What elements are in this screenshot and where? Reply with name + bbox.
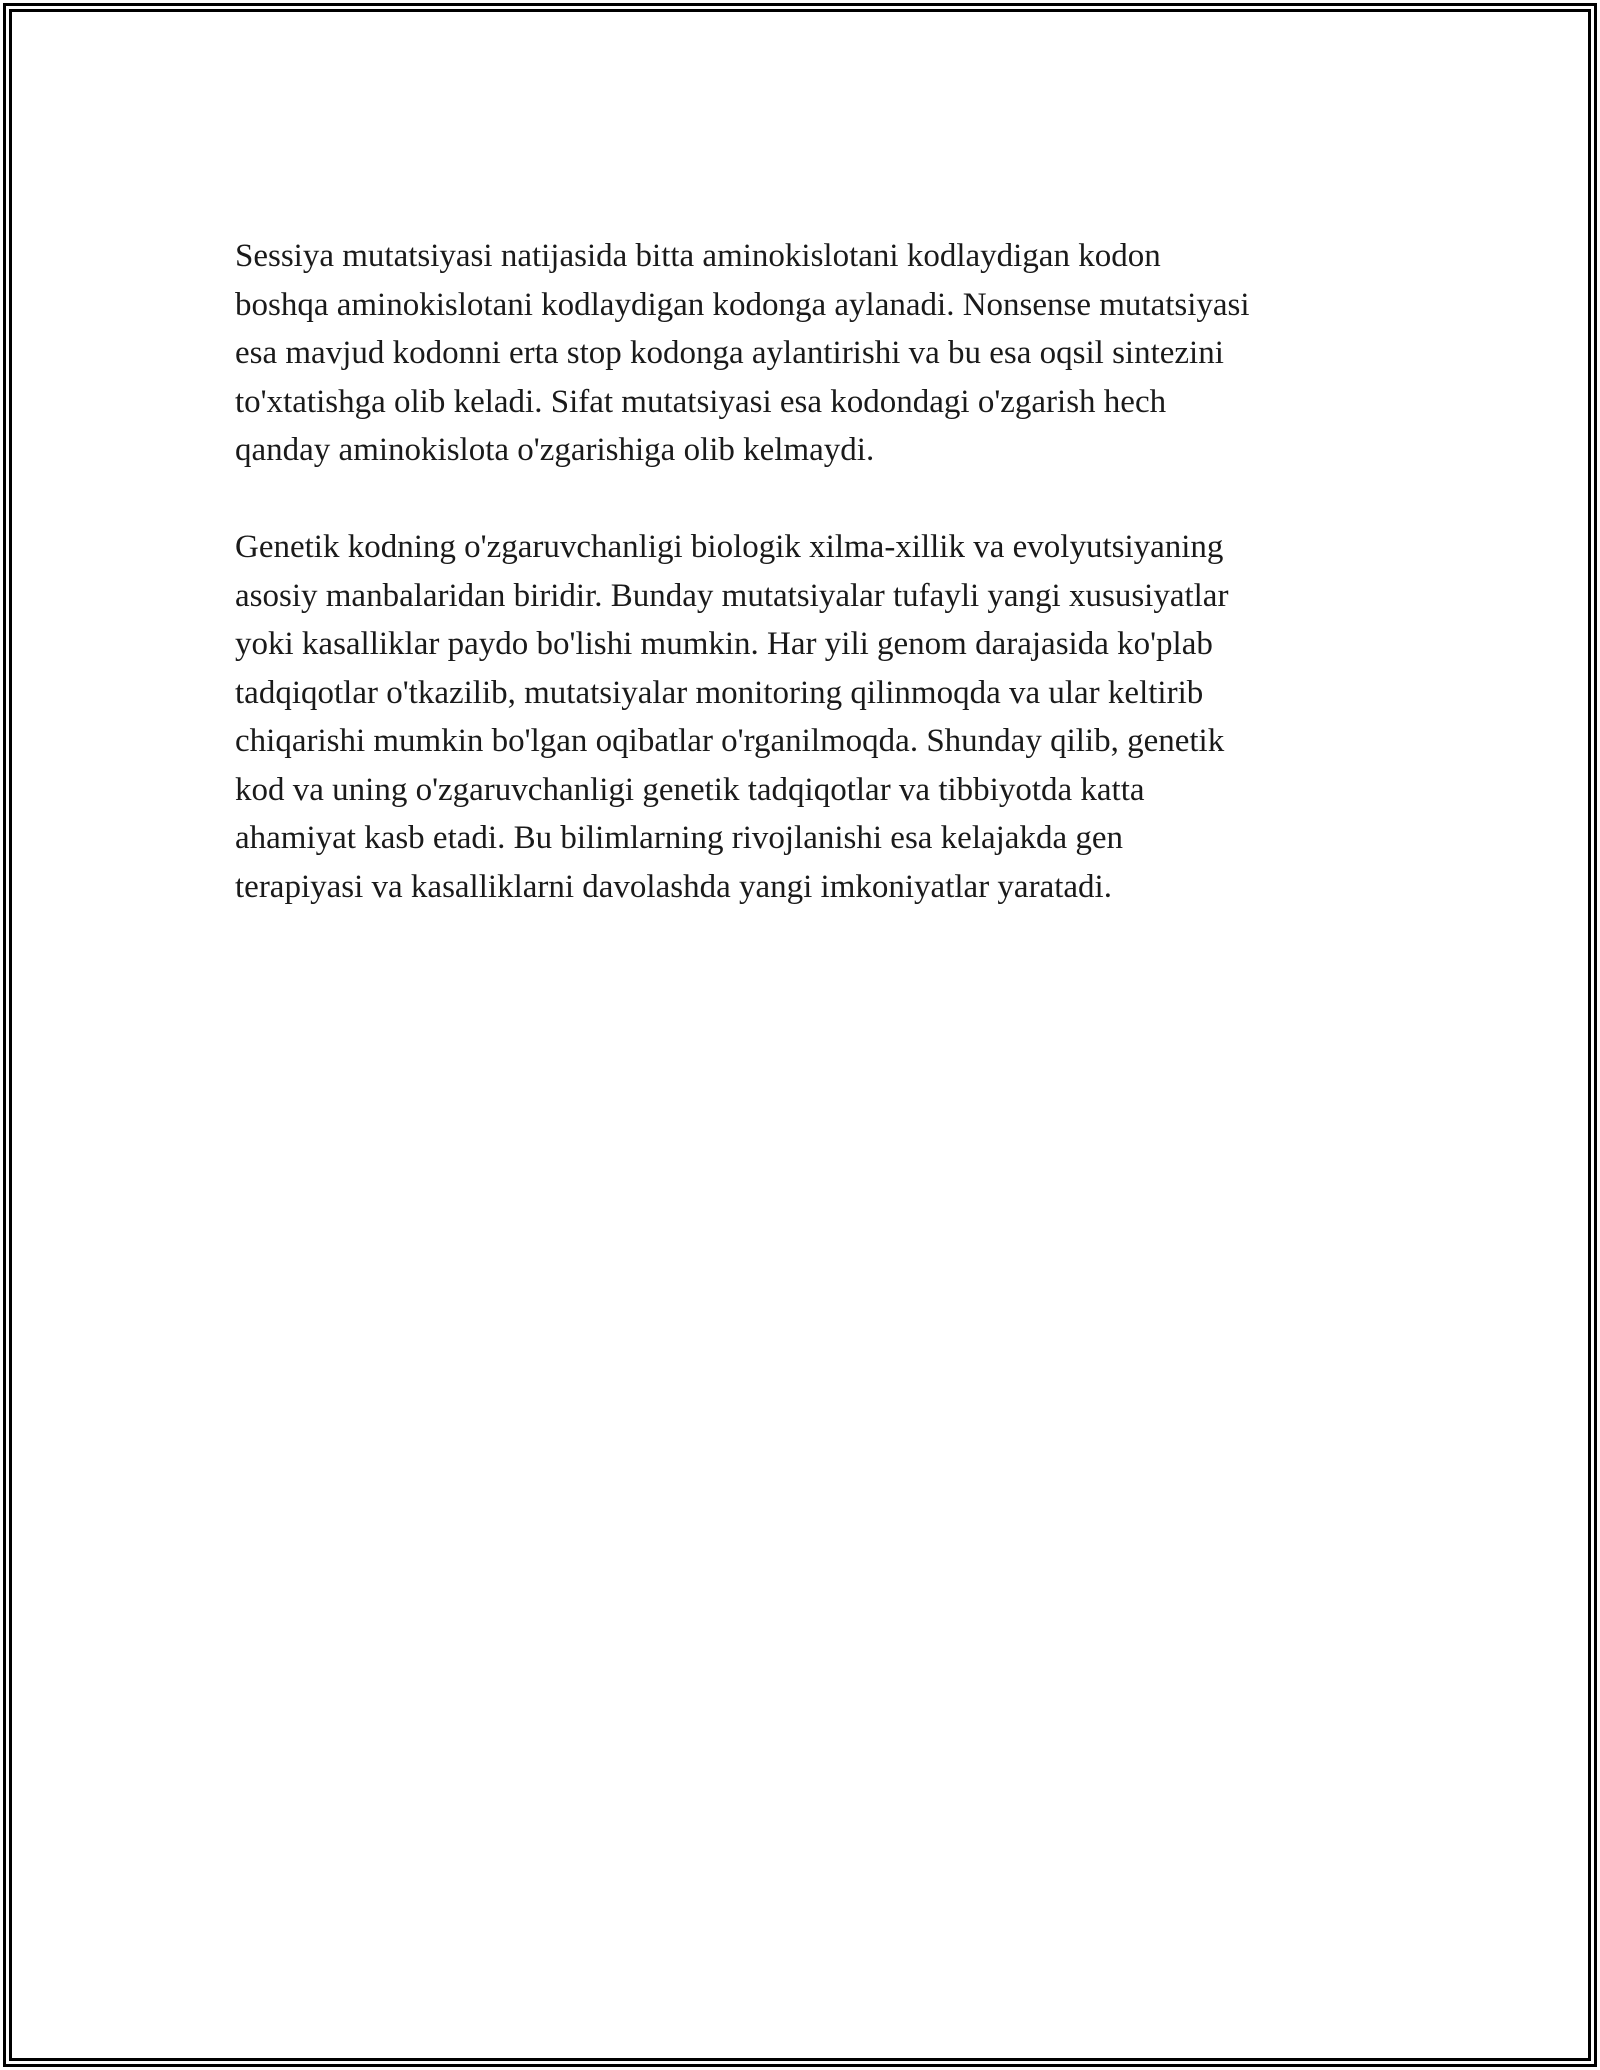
paragraph-mutation-types: Sessiya mutatsiyasi natijasida bitta aminokislotani kodlaydigan kodon boshqa aminokislotani kodlaydigan kodonga aylanadi. Nonsense mutatsiyasi esa mavjud kodonni erta stop kodonga aylantirishi va bu esa oqsil sintezini to'xtatishga olib keladi. Sifat mutatsiyasi esa kodondagi o'zgarish hech qanday aminokislota o'zgarishiga olib kelmaydi. (235, 238, 1250, 468)
document-body (235, 232, 1385, 911)
paragraph-genetic-variability: Genetik kodning o'zgaruvchanligi biologik xilma-xillik va evolyutsiyaning asosiy manbalaridan biridir. Bunday mutatsiyalar tufayli yangi xususiyatlar yoki kasalliklar paydo bo'lishi mumkin. Har yili genom darajasida ko'plab tadqiqotlar o'tkazilib, mutatsiyalar monitoring qilinmoqda va ular keltirib chiqarishi mumkin bo'lgan oqibatlar o'rganilmoqda. Shunday qilib, genetik kod va uning o'zgaruvchanligi genetik tadqiqotlar va tibbiyotda katta ahamiyat kasb etadi. Bu bilimlarning rivojlanishi esa kelajakda gen terapiyasi va kasalliklarni davolashda yangi imkoniyatlar yaratadi. (235, 529, 1229, 905)
